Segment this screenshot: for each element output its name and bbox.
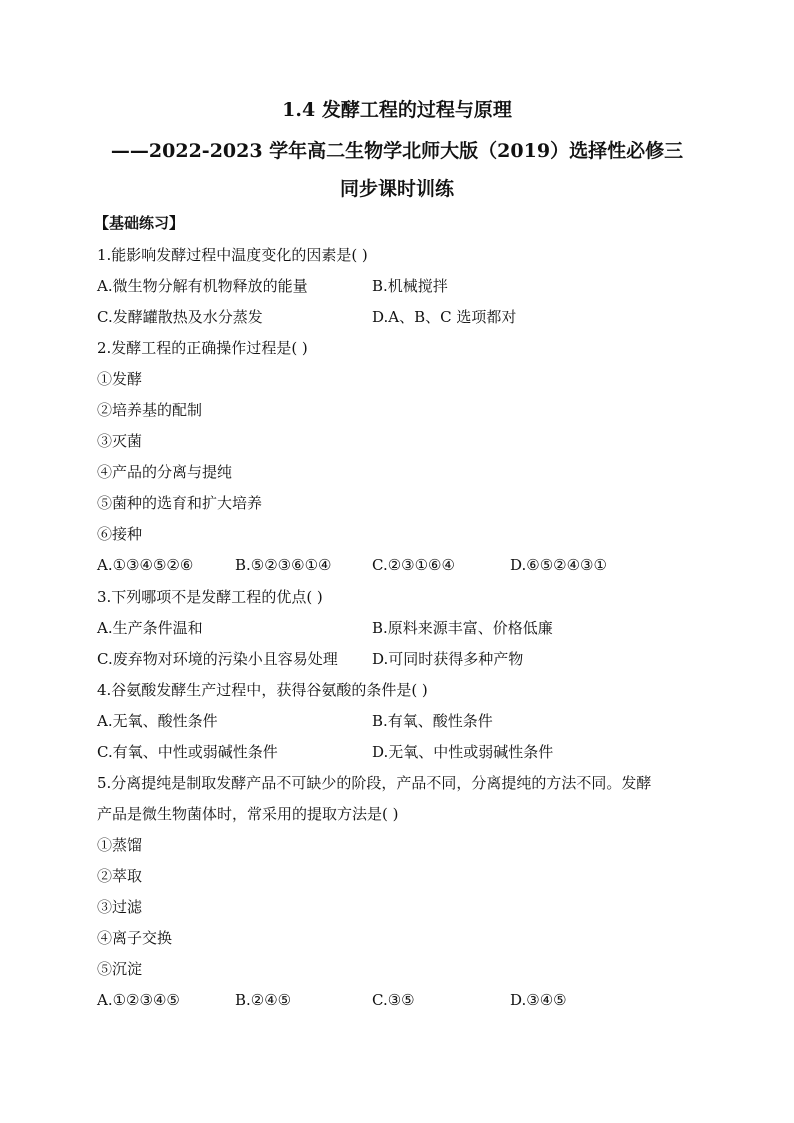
q5-stem-line-2: 产品是微生物菌体时，常采用的提取方法是( ) — [97, 805, 399, 823]
q5-item: ②萃取 — [97, 867, 143, 885]
q5-option-a: A.①②③④⑤ — [97, 991, 180, 1009]
q5-option-c: C.③⑤ — [372, 991, 415, 1009]
q2-item: ⑥接种 — [97, 525, 143, 543]
q5-stem-line-1: 5.分离提纯是制取发酵产品不可缺少的阶段，产品不同，分离提纯的方法不同。发酵 — [97, 774, 652, 792]
title-line-2: ——2022-2023 学年高二生物学北师大版（2019）选择性必修三 — [110, 140, 684, 162]
q3-option-b: B.原料来源丰富、价格低廉 — [372, 619, 553, 637]
q2-option-c: C.②③①⑥④ — [372, 556, 455, 574]
q2-item: ④产品的分离与提纯 — [97, 463, 233, 481]
q2-option-a: A.①③④⑤②⑥ — [97, 556, 194, 574]
q3-option-c: C.废弃物对环境的污染小且容易处理 — [97, 650, 338, 668]
q1-option-c: C.发酵罐散热及水分蒸发 — [97, 308, 263, 326]
title-line-3: 同步课时训练 — [339, 178, 454, 200]
q4-option-d: D.无氧、中性或弱碱性条件 — [372, 743, 554, 761]
q5-item: ①蒸馏 — [97, 836, 143, 854]
q3-stem: 3.下列哪项不是发酵工程的优点( ) — [97, 588, 323, 606]
q5-item: ⑤沉淀 — [97, 960, 143, 978]
section-heading: 【基础练习】 — [94, 214, 185, 232]
q5-option-b: B.②④⑤ — [235, 991, 292, 1009]
q1-stem: 1.能影响发酵过程中温度变化的因素是( ) — [97, 246, 368, 264]
q5-item: ③过滤 — [97, 898, 143, 916]
title-line-1: 1.4 发酵工程的过程与原理 — [282, 99, 512, 121]
q1-option-d: D.A、B、C 选项都对 — [372, 308, 517, 326]
q4-option-c: C.有氧、中性或弱碱性条件 — [97, 743, 278, 761]
q2-option-d: D.⑥⑤②④③① — [510, 556, 607, 574]
q4-option-a: A.无氧、酸性条件 — [97, 712, 218, 730]
q4-stem: 4.谷氨酸发酵生产过程中，获得谷氨酸的条件是( ) — [97, 681, 428, 699]
q5-item: ④离子交换 — [97, 929, 173, 947]
q2-item: ⑤菌种的选育和扩大培养 — [97, 494, 263, 512]
q2-item: ②培养基的配制 — [97, 401, 203, 419]
q2-item: ①发酵 — [97, 370, 143, 388]
q2-option-b: B.⑤②③⑥①④ — [235, 556, 332, 574]
q3-option-d: D.可同时获得多种产物 — [372, 650, 524, 668]
q2-item: ③灭菌 — [97, 432, 143, 450]
q2-stem: 2.发酵工程的正确操作过程是( ) — [97, 339, 308, 357]
q4-option-b: B.有氧、酸性条件 — [372, 712, 493, 730]
q5-option-d: D.③④⑤ — [510, 991, 567, 1009]
q3-option-a: A.生产条件温和 — [97, 619, 203, 637]
q1-option-b: B.机械搅拌 — [372, 277, 448, 295]
q1-option-a: A.微生物分解有机物释放的能量 — [97, 277, 308, 295]
